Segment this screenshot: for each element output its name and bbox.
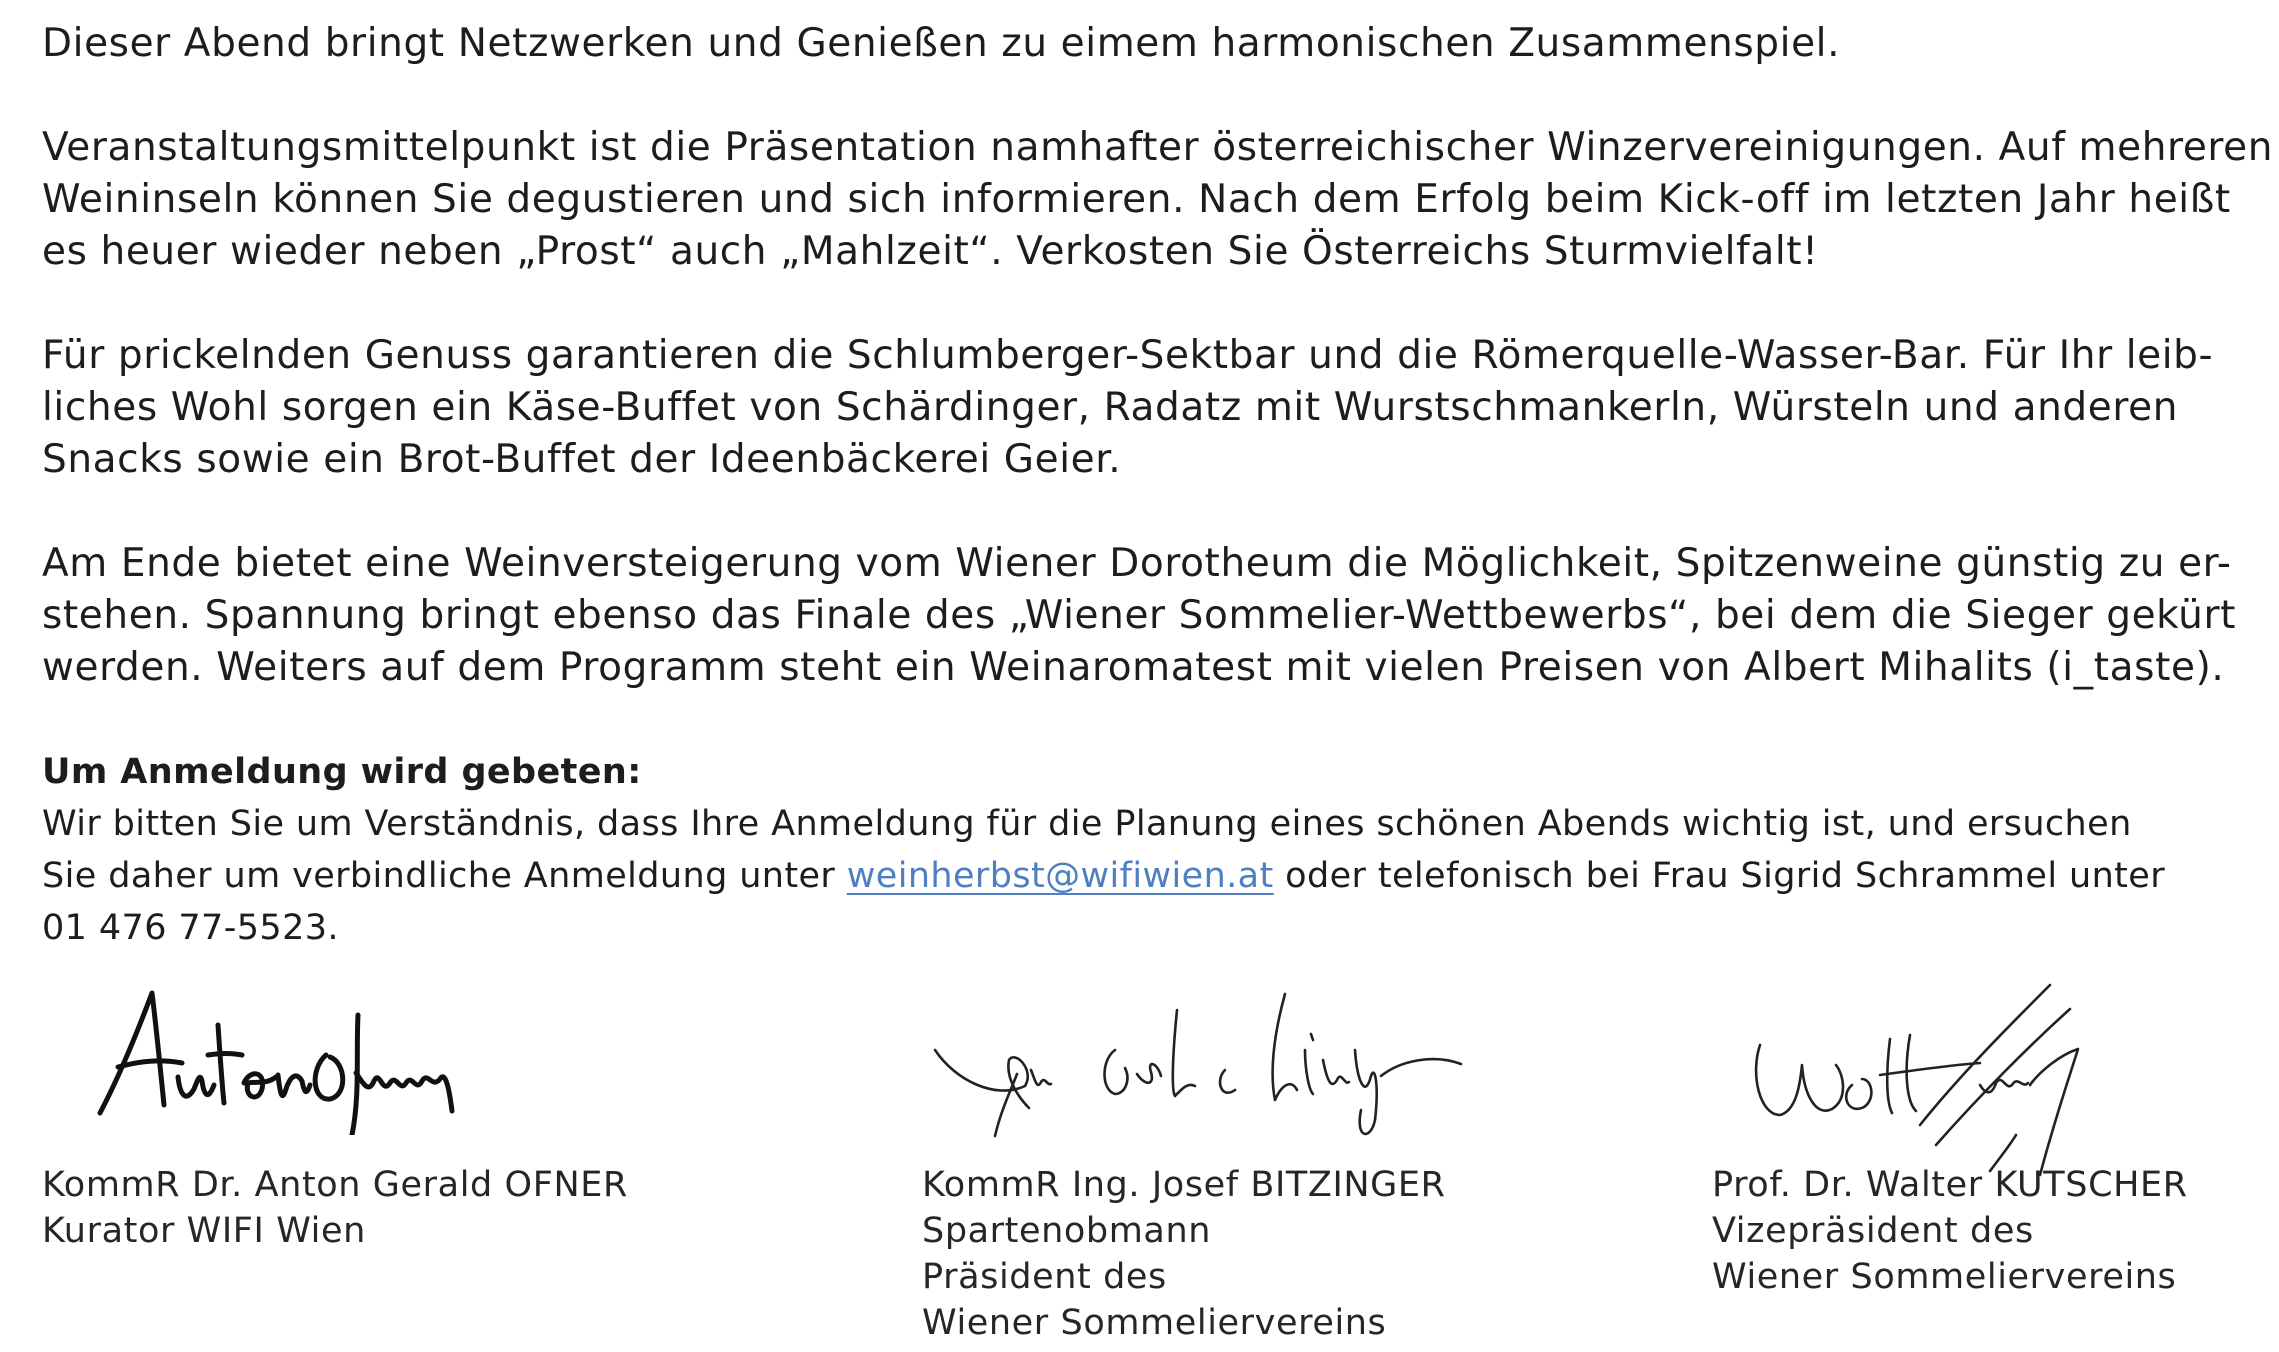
signatory-title: Kurator WIFI Wien	[42, 1211, 366, 1251]
signatory-title: Wiener Sommeliervereins	[1712, 1257, 2177, 1297]
text-line: es heuer wieder neben „Prost“ auch „Mahlzeit“. Verkosten Sie Österreichs Sturmvielfalt!	[42, 229, 1819, 274]
text-line: Am Ende bietet eine Weinversteigerung vom Wiener Dorotheum die Möglichkeit, Spitzenweine günstig zu er-	[42, 541, 2232, 586]
signatory-bitzinger	[922, 1162, 1446, 1346]
text-line: Weininseln können Sie degustieren und sich informieren. Nach dem Erfolg beim Kick-off im letzten Jahr heißt	[42, 177, 2231, 222]
text-line: Dieser Abend bringt Netzwerken und Genießen zu eimem harmonischen Zusammenspiel.	[42, 21, 1841, 66]
registration-line-1: Wir bitten Sie um Verständnis, dass Ihre Anmeldung für die Planung eines schönen Abends wichtig ist, und ersuchen	[42, 804, 2132, 844]
registration-line-2	[42, 850, 2242, 902]
signatory-name: KommR Dr. Anton Gerald OFNER	[42, 1165, 628, 1205]
text-line: werden. Weiters auf dem Programm steht ein Weinaromatest mit vielen Preisen von Albert Mihalits (i_taste).	[42, 645, 2225, 690]
signatory-title: Wiener Sommeliervereins	[922, 1303, 1387, 1343]
paragraph-auction	[42, 538, 2242, 694]
text-line: stehen. Spannung bringt ebenso das Finale des „Wiener Sommelier-Wettbewerbs“, bei dem die Sieger gekürt	[42, 593, 2237, 638]
registration-heading: Um Anmeldung wird gebeten:	[42, 752, 642, 792]
text-line: liches Wohl sorgen ein Käse-Buffet von Schärdinger, Radatz mit Wurstschmankerln, Würsteln und anderen	[42, 385, 2179, 430]
signature-bitzinger	[925, 990, 1465, 1140]
signatory-ofner	[42, 1162, 628, 1254]
registration-text-after-email: oder telefonisch bei Frau Sigrid Schrammel unter	[1273, 856, 2166, 896]
email-link[interactable]: weinherbst@wifiwien.at	[846, 856, 1274, 896]
signatory-title: Präsident des	[922, 1257, 1167, 1297]
text-line: Für prickelnden Genuss garantieren die Schlumberger-Sektbar und die Römerquelle-Wasser-Bar. Für Ihr leib-	[42, 333, 2214, 378]
paragraph-catering	[42, 330, 2242, 486]
text-line: Veranstaltungsmittelpunkt ist die Präsentation namhafter österreichischer Winzervereinigungen. Auf mehreren	[42, 125, 2274, 170]
paragraph-intro	[42, 18, 2242, 70]
signature-ofner	[90, 985, 530, 1135]
signatory-title: Spartenobmann	[922, 1211, 1212, 1251]
registration-section	[42, 746, 2242, 954]
signatory-title: Vizepräsident des	[1712, 1211, 2034, 1251]
registration-text-before-email: Sie daher um verbindliche Anmeldung unter	[42, 856, 847, 896]
text-line: Snacks sowie ein Brot-Buffet der Ideenbäckerei Geier.	[42, 437, 1122, 482]
phone-number: 01 476 77-5523.	[42, 908, 339, 948]
signatory-name: Prof. Dr. Walter KUTSCHER	[1712, 1165, 2188, 1205]
paragraph-presentation	[42, 122, 2274, 278]
letter-body	[42, 18, 2274, 954]
signatory-kutscher	[1712, 1162, 2188, 1300]
signatory-name: KommR Ing. Josef BITZINGER	[922, 1165, 1446, 1205]
signature-kutscher	[1740, 975, 2120, 1185]
